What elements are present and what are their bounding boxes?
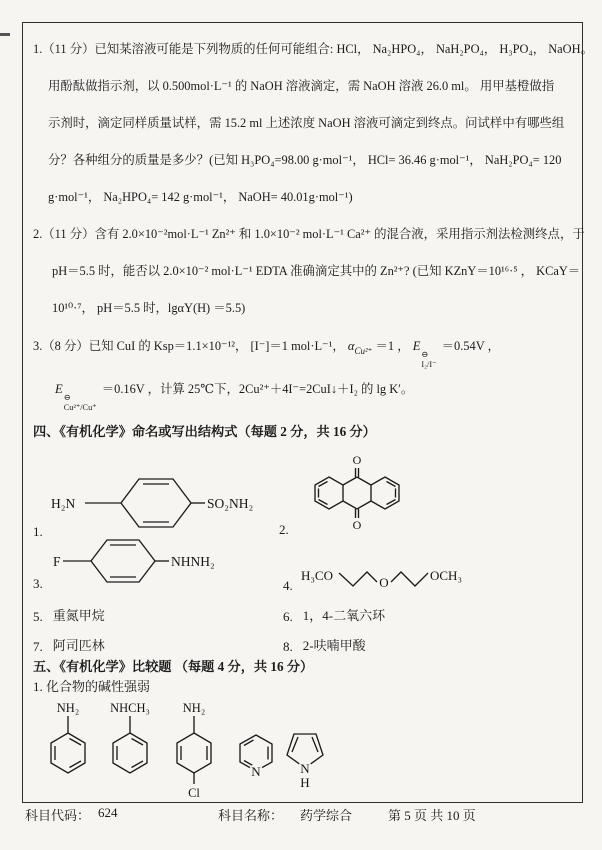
item-number: 8.: [283, 638, 293, 654]
question-1-line: 1.（11 分）已知某溶液可能是下列物质的任何可能组合: HCl， Na₂HPO₄， NaH₂PO₄， H₃PO₄， NaOH。: [33, 42, 593, 56]
methoxy-left-label: H₃CO: [300, 567, 333, 583]
chloro-label: Cl: [188, 785, 200, 800]
question-1-line: g·mol⁻¹， Na₂HPO₄= 142 g·mol⁻¹， NaOH= 40.01g·mol⁻¹): [48, 190, 353, 204]
subject-name-value: 药学综合: [300, 808, 353, 823]
item-number: 2.: [279, 521, 289, 537]
ether-oxygen-label: O: [379, 574, 389, 590]
methoxy-right-label: OCH₃: [429, 567, 462, 583]
question-3-text: 3.（8 分）已知 CuI 的 Ksp＝1.1×10⁻¹²， [I⁻]＝1 mol·L⁻¹，: [33, 339, 345, 353]
org-item-6: [283, 605, 385, 624]
subject-name-label: 科目名称：: [218, 808, 284, 823]
carbonyl-oxygen-top: O: [352, 452, 362, 467]
potential-supsub: [64, 393, 97, 413]
fluoro-label: F: [52, 553, 61, 569]
standard-state-sign: ⊖: [63, 393, 71, 402]
amine-label: NH₂: [182, 700, 206, 715]
question-1-line: 用酚酞做指示剂，以 0.500mol·L⁻¹ 的 NaOH 溶液滴定，需 NaOH 溶液 26.0 ml。 用甲基橙做指: [48, 79, 555, 93]
question-2-line: 2.（11 分）含有 2.0×10⁻²mol·L⁻¹ Zn²⁺ 和 1.0×10⁻² mol·L⁻¹ Ca²⁺ 的混合液，采用指示剂法检测终点，于: [33, 227, 585, 241]
question-3-line: [55, 370, 576, 413]
structure-n-methylaniline: [95, 699, 165, 789]
item-number: 4.: [283, 577, 293, 593]
question-1-line: 示剂时，滴定同样质量试样，需 15.2 ml 上述浓度 NaOH 溶液可滴定到终点。问试样中有哪些组: [48, 116, 565, 130]
question-3: [33, 327, 576, 413]
structure-diglyme: [299, 561, 471, 593]
section-4-heading: 四、《有机化学》命名或写出结构式（每题 2 分，共 16 分）: [33, 423, 376, 439]
hydrazine-label: NHNH₂: [170, 553, 215, 569]
question-2-line: pH＝5.5 时，能否以 2.0×10⁻² mol·L⁻¹ EDTA 准确滴定其中的 Zn²⁺? (已知 KZnY＝10¹⁶·⁵ ， KCaY＝: [52, 264, 581, 278]
potential-value: ＝0.54V ，: [441, 339, 500, 353]
section-5-item-1: 1. 化合物的碱性强弱: [33, 678, 151, 694]
org-item-3: [33, 529, 239, 591]
ring-nitrogen-label: N: [300, 760, 310, 776]
exam-content-frame: [22, 22, 593, 803]
compound-name: 阿司匹林: [52, 637, 105, 653]
structure-pyrrole: [277, 715, 335, 795]
structure-aniline: [35, 699, 101, 789]
org-item-7: [33, 635, 105, 654]
alpha-equation: ＝1 ，: [375, 339, 410, 353]
potential-symbol: E: [55, 382, 63, 396]
nh-hydrogen-label: H: [300, 774, 310, 790]
subject-code-value: 624: [98, 805, 118, 820]
section-4-items: [33, 449, 576, 657]
alpha-subscript: Cu²⁺: [354, 346, 373, 356]
org-item-5: [33, 605, 105, 624]
org-item-4: [283, 561, 471, 593]
item-number: 3.: [33, 575, 43, 591]
sulfonamide-label: SO₂NH₂: [206, 495, 253, 511]
question-3-line: [33, 327, 576, 370]
structure-sulfanilamide: [49, 465, 275, 539]
ring-nitrogen-label: N: [251, 763, 261, 779]
basicity-structures-row: [33, 697, 576, 809]
item-number: 7.: [33, 638, 43, 654]
methylamine-label: NHCH₃: [110, 700, 150, 715]
amine-label: NH₂: [56, 700, 80, 715]
compound-name: 1，4-二氧六环: [302, 607, 386, 623]
item-number: 5.: [33, 608, 43, 624]
org-item-1: [33, 465, 275, 539]
structure-anthraquinone: [295, 445, 421, 537]
amine-label: H₂N: [50, 495, 75, 511]
standard-state-sign: ⊖: [421, 350, 429, 359]
question-1-line: 分？各种组分的质量是多少？(已知 H₃PO₄=98.00 g·mol⁻¹， HCl= 36.46 g·mol⁻¹， NaH₂PO₄= 120: [48, 153, 562, 167]
question-1: [33, 31, 593, 216]
alpha-symbol: α: [347, 339, 355, 353]
structure-fluorophenylhydrazine: [49, 529, 239, 591]
question-2-line: 10¹⁰·⁷， pH＝5.5 时，lgαY(H) ＝5.5): [52, 301, 246, 315]
org-item-8: [283, 635, 366, 654]
org-item-2: [279, 445, 421, 537]
compound-name: 重氮甲烷: [52, 607, 105, 623]
couple-subscript: I₂/I⁻: [421, 359, 437, 369]
couple-subscript: Cu²⁺/Cu⁺: [63, 402, 97, 412]
item-number: 1.: [33, 523, 43, 539]
potential-value: ＝0.16V ，计算 25℃下，2Cu²⁺＋4I⁻=2CuI↓＋I₂ 的 lg K′。: [101, 382, 414, 396]
section-5-heading: 五、《有机化学》比较题 （每题 4 分，共 16 分）: [33, 658, 314, 674]
question-2: [33, 216, 585, 327]
structure-4-chloroaniline: [161, 699, 227, 805]
scan-artifact: [0, 33, 10, 36]
page-number: 第 5 页 共 10 页: [388, 808, 476, 823]
carbonyl-oxygen-bottom: O: [352, 517, 362, 532]
compound-name: 2-呋喃甲酸: [302, 637, 366, 653]
potential-supsub: [421, 350, 436, 370]
page-footer: [0, 805, 602, 835]
potential-symbol: E: [412, 339, 421, 353]
subject-code-label: 科目代码：: [25, 808, 91, 823]
item-number: 6.: [283, 608, 293, 624]
